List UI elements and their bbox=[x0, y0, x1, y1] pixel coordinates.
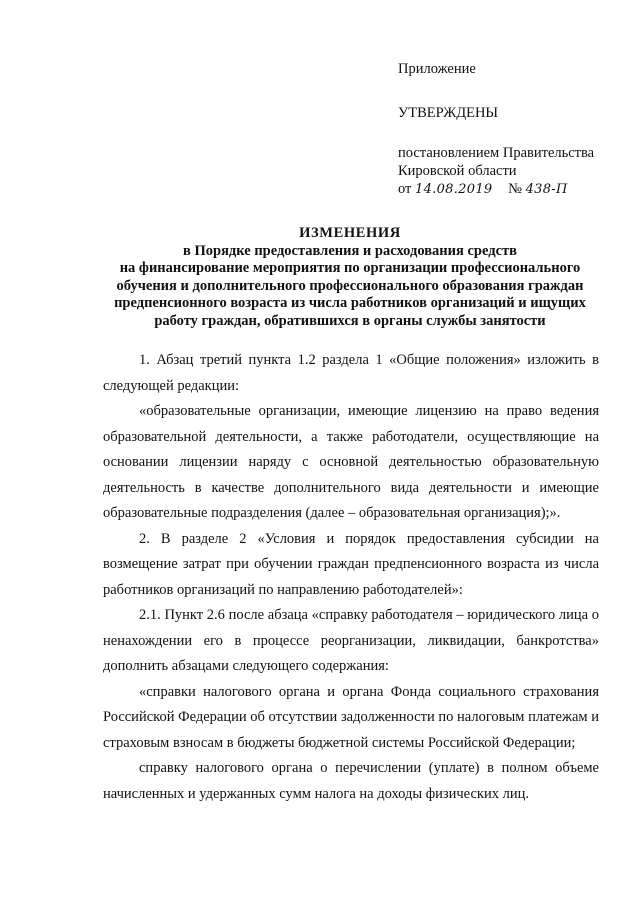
paragraph-2-1: 2.1. Пункт 2.6 после абзаца «справку работодателя – юридического лица о ненахождении его в процессе реорганизации, ликвидации, банкротства» дополнить абзацами следующего содержания: bbox=[103, 607, 599, 674]
decree-date-line bbox=[398, 180, 630, 199]
approval-block bbox=[398, 60, 630, 199]
title-subtitle-line: предпенсионного возраста из числа работников организаций и ищущих bbox=[114, 295, 586, 312]
paragraph-quote-1: «образовательные организации, имеющие лицензию на право ведения образовательной деятельности, а также работодатели, осуществляющие на основании лицензии наряду с основной деятельностью образовательную деятельность в качестве дополнительного вида деятельности и имеющие образовательные подразделения (далее – образовательная организация);». bbox=[103, 403, 599, 521]
paragraph-2: 2. В разделе 2 «Условия и порядок предоставления субсидии на возмещение затрат при обучении граждан предпенсионного возраста из числа работников организаций по направлению работодателей»: bbox=[103, 530, 599, 598]
title-heading: ИЗМЕНЕНИЯ bbox=[299, 225, 401, 241]
title-subtitle-line: работу граждан, обратившихся в органы службы занятости bbox=[154, 312, 546, 329]
paragraph-quote-2: «справки налогового органа и органа Фонда социального страхования Российской Федерации об отсутствии задолженности по налоговым платежам и страховым взносам в бюджеты бюджетной системы Российской Федерации; bbox=[103, 683, 599, 751]
approved-label: УТВЕРЖДЕНЫ bbox=[398, 105, 499, 121]
decree-line-2: Кировской области bbox=[398, 163, 517, 179]
number-prefix: № bbox=[508, 181, 522, 197]
title-subtitle-line: обучения и дополнительного профессионального образования граждан bbox=[116, 277, 584, 294]
document-body bbox=[103, 348, 599, 807]
paragraph-1: 1. Абзац третий пункта 1.2 раздела 1 «Общие положения» изложить в следующей редакции: bbox=[103, 352, 599, 394]
document-title bbox=[80, 225, 620, 331]
decree-line-1: постановлением Правительства bbox=[398, 145, 595, 161]
title-subtitle-line: на финансирование мероприятия по организации профессионального bbox=[119, 260, 581, 277]
handwritten-date: 14.08.2019 bbox=[415, 182, 493, 197]
paragraph-quote-3: справку налогового органа о перечислении (уплате) в полном объеме начисленных и удержанных сумм налога на доходы физических лиц. bbox=[103, 760, 599, 802]
date-prefix: от bbox=[398, 181, 412, 197]
handwritten-number: 438-П bbox=[525, 182, 568, 197]
appendix-label: Приложение bbox=[398, 61, 476, 77]
title-subtitle-line: в Порядке предоставления и расходования средств bbox=[183, 242, 517, 259]
decree-reference bbox=[398, 144, 630, 199]
